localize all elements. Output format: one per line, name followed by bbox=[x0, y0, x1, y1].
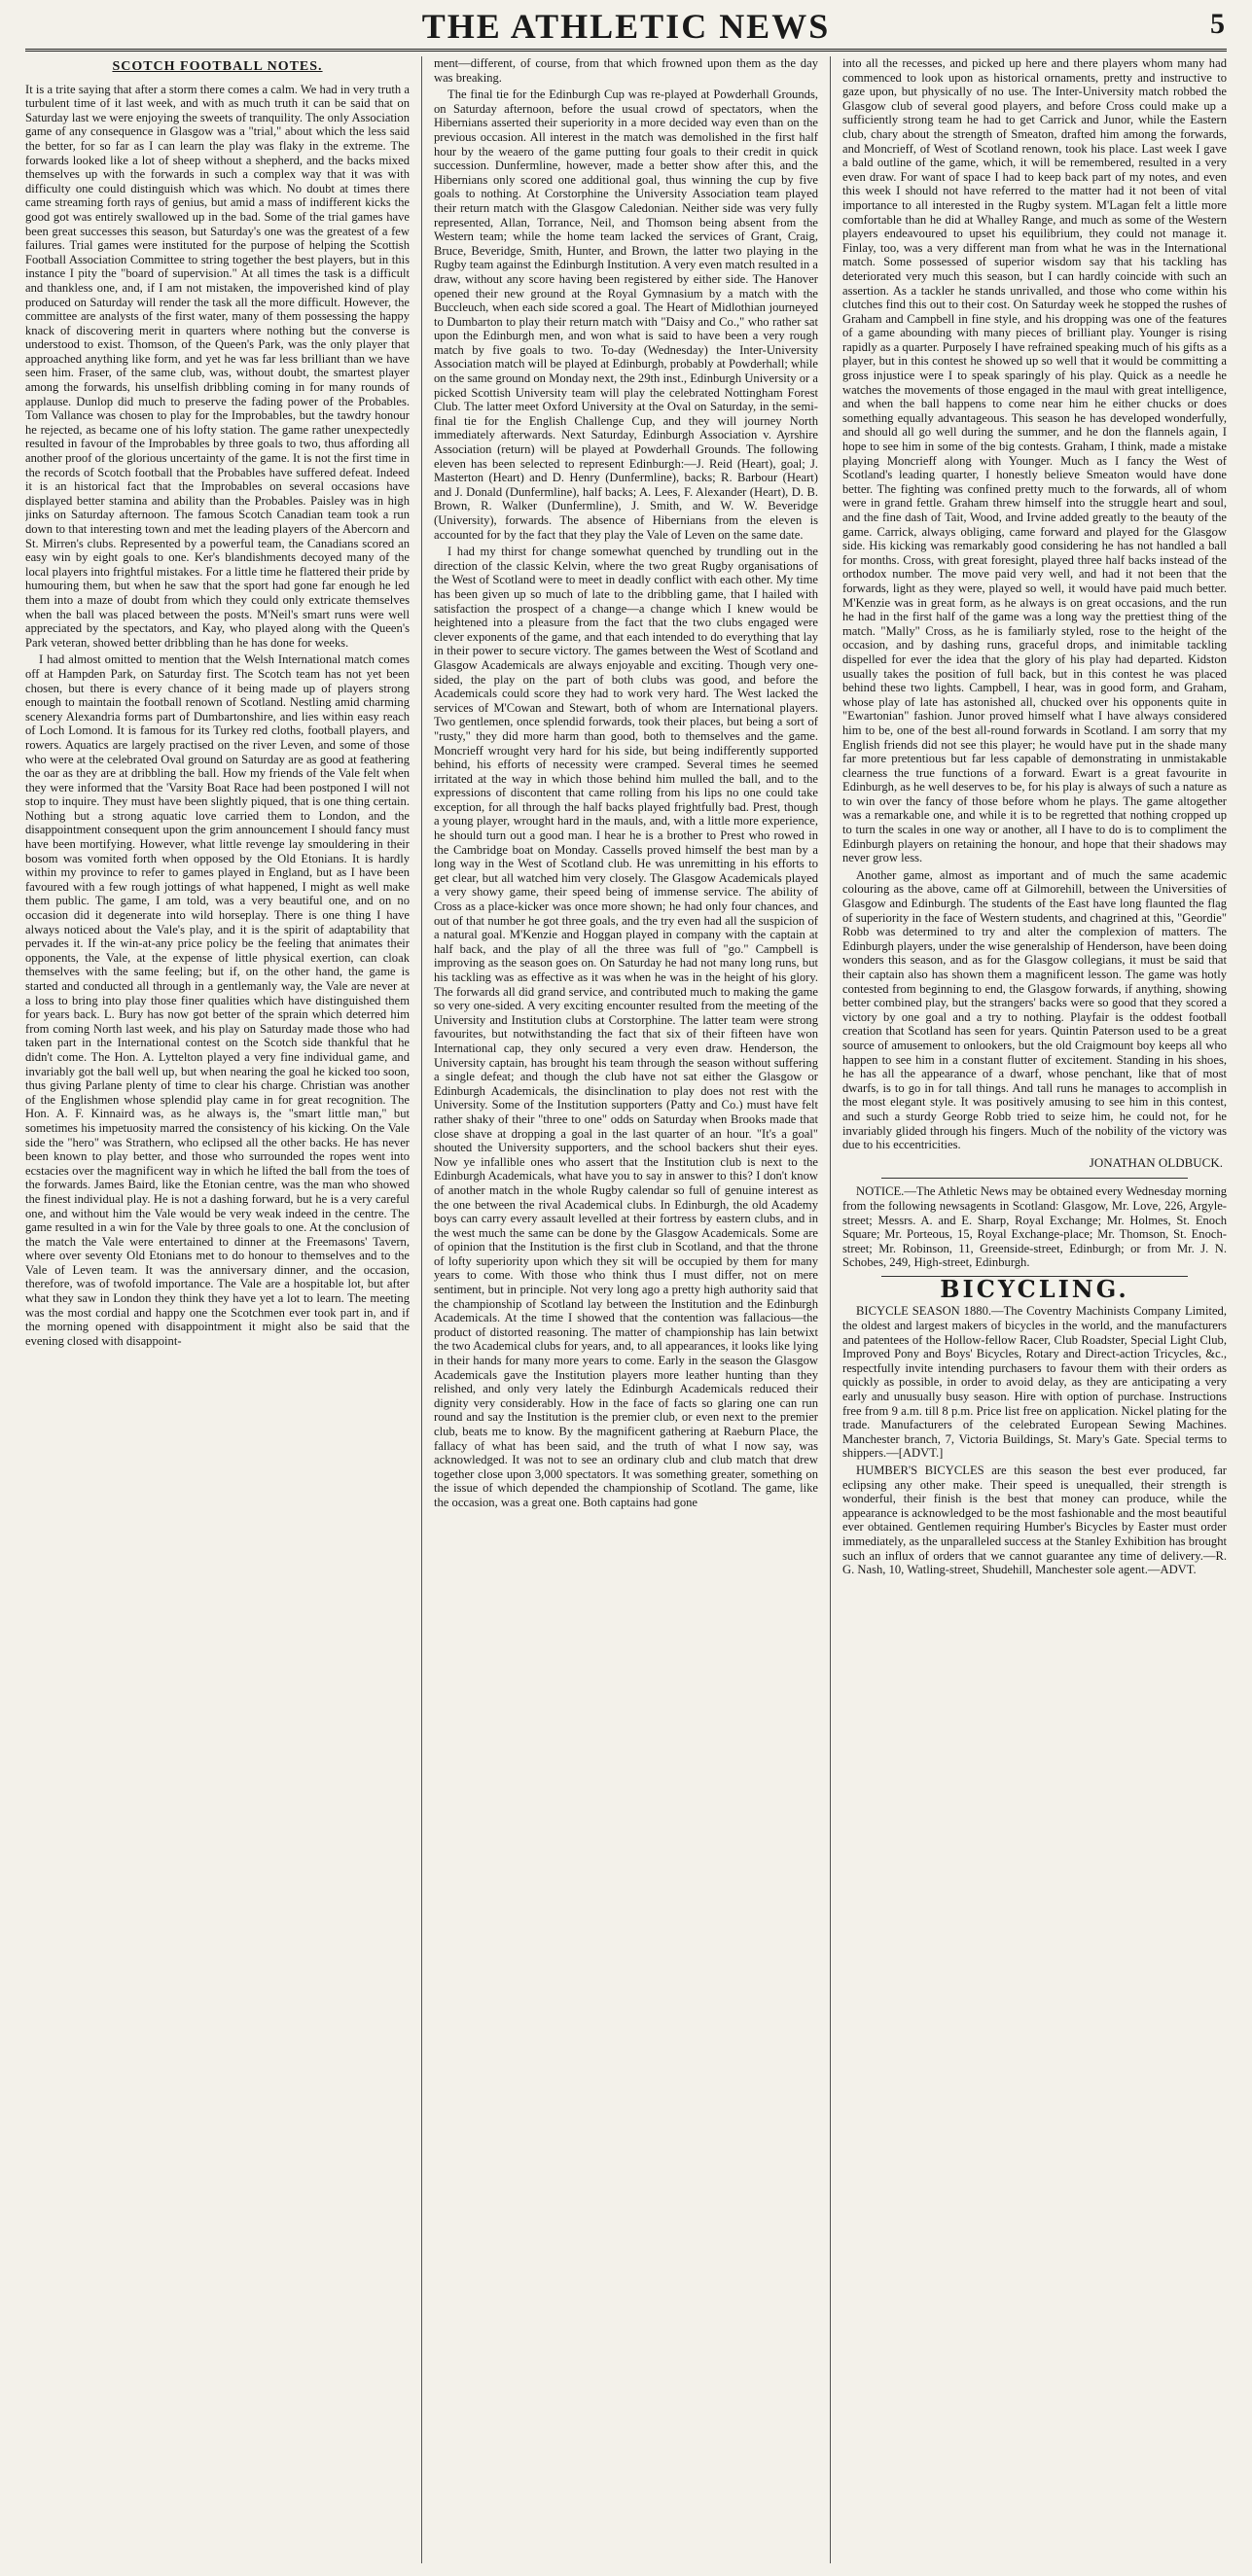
column-rule bbox=[830, 56, 831, 2563]
article-paragraph: I had my thirst for change somewhat quenched by trundling out in the direction of the classic Kelvin, where the two great Rugby organisations of the West of Scotland were to meet in deadly conflict with each other. My time has been given up so much of late to the dribbling game, that I hailed with satisfaction the prospect of a change—a change which I knew would be heightened into a pleasure from the fact that the two clubs engaged were clever exponents of the game, and that each intended to do everything that lay in their power to secure victory. The games between the West of Scotland and Glasgow Academicals are always enjoyable and exciting. Though very one-sided, the play on the part of both clubs was good, and before the Academicals could score they had to work very hard. The West lacked the services of M'Cowan and Stewart, both of whom are International players. Two gentlemen, once splendid forwards, took their places, but being a sort of "rusty," they did more harm than good, both to themselves and the game. Moncrieff wrought very hard for his side, but being indifferently supported behind, his efforts of necessity were cramped. Several times he seemed irritated at the way in which those behind him mulled the ball, and to the expressions of discontent that came rolling from his lips no one could take exception, for all through the half backs played frightfully bad. Prest, though a young player, wrought hard in the mauls, and, with a little more experience, he should turn out a good man. I hear he is a brother to Prest who rowed in the Cambridge boat on Monday. Cassells proved himself the best man by a long way in the West of Scotland club. He was unremitting in his efforts to get clear, but all watched him very closely. The Glasgow Academicals played a very showy game, their speed being of immense service. The ability of Cross as a place-kicker was once more shown; he had only four chances, and out of that number he got three goals, and the try even had all the suspicion of a natural goal. M'Kenzie and Hoggan played in company with the captain at half back, and the play of all the three was full of "go." Campbell is improving as the season goes on. On Saturday he had not many long runs, but his tackling was as effective as it was when he was in the height of his glory. The forwards all did grand service, and contributed much to making the game so very one-sided. A very exciting encounter resulted from the meeting of the University and Institution clubs at Corstorphine. The latter team were strong favourites, but notwithstanding the fact that six of their fifteen have won International cap, they only secured a very even draw. Henderson, the University captain, has brought his team through the season without suffering a single defeat; and though the club have not sat either the Glasgow or Edinburgh Academicals, the disinclination to play does not rest with the University. Some of the Institution supporters (Patty and Co.) must have felt rather shaky of their "three to one" odds on Saturday when Brooks made that close shave at dropping a goal in the last quarter of an hour. "It's a goal" shouted the University supporters, and the school backers shut their eyes. Now ye infallible ones who assert that the Institution club is next to the Edinburgh Academicals, what have you to say in answer to this? I don't know of another match in the whole Rugby calendar so full of genuine interest as the one between the rival Academical clubs. In Edinburgh, the old Academy boys can carry every assault levelled at their fortress by eastern clubs, and in the west much the same can be done by the Glasgow Academicals. Some are of opinion that the Institution is the first club in Scotland, and that the throne of lofty superiority upon which they sit will be occupied by them for many years to come. With those who think thus I must differ, not on mere sentiment, but in principle. Not very long ago a pretty high authority said that the championship of Scotland lay between the Institution and the Edinburgh Academicals. At the time I showed that the contention was fallacious—the product of distorted reasoning. The matter of championship has lain betwixt the two Academical clubs for years, and, to all appearances, it looks like lying in their hands for many more years to come. Early in the season the Glasgow Academicals gave the Institution players more leather hunting than they relished, and only very lately the Edinburgh Academicals reduced their dignity very considerably. How in the face of facts so glaring one can run round and say the Institution is the premier club, or even next to the premier club, beats me to know. By the magnificent gathering at Raeburn Place, the fallacy of what has been said, and the truth of what I now say, was acknowledged. It was not to see an ordinary club and club match that drew together close upon 3,000 spectators. It was something greater, something on the issue of which depended the championship of Scotland. The game, like the occasion, was a great one. Both captains had gone bbox=[434, 545, 818, 1509]
column-rule bbox=[421, 56, 422, 2563]
article-paragraph: into all the recesses, and picked up here and there players whom many had commenced to look upon as historical ornaments, pretty and instructive to gaze upon, but physically of no use. The Inter-University match robbed the Glasgow club of several good players, and before Cross could make up a sufficiently strong team he had to get Carrick and Junor, while the Eastern club, chary about the strength of Smeaton, drafted him among the forwards, and Moncrieff, of West of Scotland renown, took his place. Last week I gave a bald outline of the game, which, it will be remembered, resulted in a very even draw. For want of space I had to keep back part of my notes, and even this week I should not have referred to the matter had it not been of vital importance to all interested in the Rugby system. M'Lagan felt a little more comfortable than he did at Whalley Range, and much as some of the Western players endeavoured to upset his equilibrium, they could not manage it. Finlay, too, was a very different man from what he was in the International match. Some possessed of superior wisdom say that his tackling has deteriorated very much this season, but I can hardly coincide with such an assertion. As a tackler he stands unrivalled, and those who come within his clutches find this out to their cost. On Saturday week he stopped the rushes of Graham and Campbell in fine style, and his dropping was one of the features of a game abounding with many pieces of brilliant play. Younger is rising rapidly as a quarter. Purposely I have refrained speaking much of his gifts as a player, but in this contest he showed up so well that it would be committing a gross injustice were I to speak sparingly of his play. Quick as a needle he watches the movements of those engaged in the maul with great intelligence, and when the ball happens to come near him he either chucks or does something equally advantageous. This season he has developed wonderfully, and should all go well during the summer, and he don the flannels again, I hope to see him in some of the big contests. Graham, I think, made a mistake playing Moncrieff along with Younger. Much as I fancy the West of Scotland's leading quarter, I honestly believe Smeaton would have done better. The fighting was confined pretty much to the forwards, all of whom were in grand fettle. Graham threw himself into the struggle heart and soul, and the fine dash of Tait, Wood, and Irvine added greatly to the beauty of the game. Carrick, always obliging, came forward and played for the Glasgow side. His kicking was remarkably good considering he has not handled a ball for months. Cross, with great foresight, played three half backs instead of the orthodox number. The move paid very well, and had it not been that the forwards, light as they were, played so well, it would have paid much better. M'Kenzie was in great form, as he always is on great occasions, and the run he had in the first half of the game was a long way the prettiest thing of the match. "Mally" Cross, as he is familiarly styled, rose to the height of the occasion, and by dashing runs, graceful drops, and inimitable tackling dispelled for ever the idea that the glory of his play had departed. Kidston usually takes the position of full back, but in this contest he was placed behind these two lights. Campbell, I hear, was in good form, and Graham, whose play of late has astonished all, chucked over his opponents quite in "Ewartonian" fashion. Junor proved himself what I have always considered him to be, one of the best all-round forwards in Scotland. I am sorry that my English friends did not see this player; he would have put in the shade many far more pretentious but far less capable of demonstrating in unmistakable clearness the true functions of a forward. Ewart is a great favourite in Edinburgh, as he well deserves to be, for his play is always of such a nature as to win over the fancy of those before whom he plays. The game altogether was a remarkable one, and while it is to be regretted that nothing cropped up to turn the scales in one way or another, all I have to do is to compliment the Edinburgh players on retaining the honour, and hope that their shadows may never grow less. bbox=[842, 56, 1227, 865]
advertisement: HUMBER'S BICYCLES are this season the best ever produced, far eclipsing any other make. Their speed is unequalled, their strength is wonderful, their finish is the best that money can produce, while the appearance is acknowledged to be the most fashionable and the most beautiful ever obtained. Gentlemen requiring Humber's Bicycles by Easter must order immediately, as the unparalleled success at the Stanley Exhibition has brought such an influx of orders that we cannot guarantee any time of delivery.—R. G. Nash, 10, Watling-street, Shudehill, Manchester sole agent.—ADVT. bbox=[842, 1464, 1227, 1577]
advertisement: BICYCLE SEASON 1880.—The Coventry Machinists Company Limited, the oldest and largest makers of bicycles in the world, and the manufacturers and patentees of the Hollow-fellow Racer, Club Roadster, Special Light Club, Improved Pony and Boys' Bicycles, Rotary and Direct-action Tricycles, &c., respectfully invite intending purchasers to favour them with their orders as quickly as possible, in order to avoid delay, as they are anticipating a very early and unusually busy season. Hire with option of purchase. Instructions free from 9 a.m. till 8 p.m. Price list free on application. Nickel plating for the trade. Manufacturers of the celebrated European Sewing Machines. Manchester branch, 7, Victoria Buildings, St. Mary's Gate. Special terms to shippers.—[ADVT.] bbox=[842, 1304, 1227, 1461]
article-paragraph: ment—different, of course, from that which frowned upon them as the day was breaking. bbox=[434, 56, 818, 85]
article-signature: JONATHAN OLDBUCK. bbox=[1089, 1154, 1223, 1170]
masthead bbox=[25, 4, 1227, 52]
article-paragraph: I had almost omitted to mention that the Welsh International match comes off at Hampden Park, on Saturday first. The Scotch team has not yet been chosen, but there is every chance of it being made up of players strong enough to maintain the football renown of Scotland. Nestling amid charming scenery Alexandria forms part of Dumbartonshire, and lies within easy reach of Loch Lomond. It is famous for its Turkey red cloths, football players, and rowers. Aquatics are largely practised on the river Leven, and some of those who were at the celebrated Oval ground on Saturday are as good at feathering the oar as they are at dribbling the ball. How my friends of the Vale felt when they were informed that the 'Varsity Boat Race had been postponed I will not stop to inquire. They must have been slightly piqued, that is one thing certain. Nothing but a strong aquatic love carried them to London, and the disappointment consequent upon the grim announcement I should fancy must have been mortifying. However, what little revenge lay smouldering in their bosom was vomited forth when opposed by the Old Etonians. It is hardly within my province to refer to games played in England, but as I have been favoured with a few rough jottings of what happened, I might as well make them public. The game, I am told, was a very beautiful one, and on no occasion did it degenerate into wild horseplay. There is one thing I have always noticed about the Vale's play, and it is the spirit of adaptability that pervades it. If the win-at-any price policy be the feeling that animates their opponents, the Vale, at the expense of little physical exertion, can cloak themselves with the same feeling; but if, on the other hand, the game is started and conducted all through in a gentlemanly way, the Vale are never at a loss to bring into play those finer qualities which have distinguished them for years back. L. Bury has now got better of the sprain which deterred him from coming North last week, and his play on Saturday made those who had taken part in the International contest on the Scotch side thankful that he didn't come. The Hon. A. Lyttelton played a very fine individual game, and invariably got the ball well up, but when nearing the goal he kicked too soon, thus giving Parlane plenty of time to clear his charge. Christian was another of the Englishmen whose splendid play came in for great recognition. The Hon. A. F. Kinnaird was, as he always is, the "smart little man," but sometimes his impetuosity marred the consistency of his kicking. On the Vale side the "hero" was Strathern, who eclipsed all the other backs. He has never been known to play better, and those who surrounded the ropes went into ecstacies over the magnificent way in which he lifted the ball from the toes of the forwards. James Baird, like the Etonian centre, was the man who showed the finest individual play. He is not a dashing forward, but he is a very careful one, and without him the Vale would be very weak indeed in the centre. The game resulted in a win for the Vale by three goals to one. At the conclusion of the match the Vale were entertained to dinner at the Freemasons' Tavern, where over seventy Old Etonians met to do honour to themselves and to the Vale of Leven team. It was the anniversary dinner, and the occasion, therefore, was of twofold importance. The Vale are a hospitable lot, but after what they saw in London they think they have yet a lot to learn. The meeting was the most cordial and happy one the Scotchmen ever took part in, and if the morning opened with disappointment it might also be said that the evening closed with disappoint- bbox=[25, 653, 410, 1348]
article-heading: SCOTCH FOOTBALL NOTES. bbox=[112, 59, 323, 74]
article-paragraph: The final tie for the Edinburgh Cup was re-played at Powderhall Grounds, on Saturday afternoon, before the usual crowd of spectators, when the Hibernians asserted their superiority in a more decided way even than on the previous occasion. All interest in the match was demolished in the first half hour by the weaero of the game putting four goals to their credit in quick succession. Dunfermline, however, made a better show after this, and the Hibernians only scored one additional goal, thus winning the cup by five goals to nothing. At Corstorphine the University Association team played their return match with the Glasgow Caledonian. Neither side was very fully represented, Allan, Torrance, Neil, and Thomson being absent from the Western team; while the home team lacked the services of Grant, Craig, Bruce, Beveridge, Smith, Hunter, and Brown, the latter two playing in the Rugby team against the Edinburgh Institution. A very even match resulted in a draw, without any score having been registered by either side. The Hanover opened their new ground at the Royal Gymnasium by a match with the Buccleuch, when each side scored a goal. The Heart of Midlothian journeyed to Dumbarton to play their return match with "Daisy and Co.," who rather sat upon the Edinburgh men, and won what is said to have been a very rough match by five goals to two. To-day (Wednesday) the Inter-University Association match will be played at Edinburgh, probably at Powderhall; while on the same ground on Monday next, the 29th inst., Edinburgh University or a picked Scottish University team will play the celebrated Nottingham Forest Club. The latter meet Oxford University at the Oval on Saturday, in the semi-final tie for the English Challenge Cup, and they will journey North immediately afterwards. Next Saturday, Edinburgh Association v. Ayrshire Association (return) will be played at Powderhall Grounds. The following eleven has been selected to represent Edinburgh:—J. Reid (Heart), goal; J. Masterton (Heart) and D. Henry (Dunfermline), backs; R. Barbour (Heart) and J. Donald (Dunfermline), half backs; A. Lees, F. Alexander (Heart), D. B. Brown, R. Walker (Dunfermline), J. Smith, and W. W. Beveridge (University), forwards. The absence of Hibernians from the eleven is accounted for by the fact that they play the Vale of Leven on the same date. bbox=[434, 88, 818, 542]
column-1 bbox=[25, 56, 410, 2563]
notice-text: NOTICE.—The Athletic News may be obtained every Wednesday morning from the following newsagents in Scotland: Glasgow, Mr. Love, 226, Argyle-street; Messrs. A. and E. Sharp, Royal Exchange; Mr. Holmes, St. Enoch Square; Mr. Porteous, 15, Royal Exchange-place; Mr. Thomson, St. Enoch-street; Mr. Robinson, 11, Greenside-street, Edinburgh; or from Mr. J. N. Schobes, 249, High-street, Edinburgh. bbox=[842, 1184, 1227, 1270]
newspaper-title: THE ATHLETIC NEWS bbox=[421, 7, 831, 46]
article-paragraph: Another game, almost as important and of much the same academic colouring as the above, came off at Gilmorehill, between the Universities of Glasgow and Edinburgh. The students of the East have long flaunted the flag of superiority in the face of Western students, and chagrined at this, "Geordie" Robb was determined to try and alter the complexion of matters. The Edinburgh players, under the wise generalship of Henderson, have been doing wonders this season, and as for the Glasgow collegians, it must be said that their captain also has shown them a magnificent lesson. The game was hotly contested from beginning to end, the Glasgow forwards, if anything, showing better combined play, but the strangers' backs were so good that they scored a victory by one goal and a try to nothing. Playfair is the oddest football creation that Scotland has seen for years. Quintin Paterson used to be a great source of amusement to onlookers, but the old Craigmount boy keeps all who happen to see him in a constant flutter of excitement. Standing in his shoes, he has all the appearance of a dwarf, whose penchant, like that of most dwarfs, is to go in for tall things. And tall runs he manages to accomplish in the most elegant style. It was positively amusing to see him in this contest, and such a sturdy George Robb tried to seize him, he could not, for he invariably glided through his fingers. Much of the nobility of the victory was due to his eccentricities. bbox=[842, 867, 1227, 1152]
column-2 bbox=[434, 56, 818, 2563]
divider bbox=[881, 1178, 1188, 1179]
page-number: 5 bbox=[1210, 8, 1225, 40]
article-paragraph: It is a trite saying that after a storm there comes a calm. We had in very truth a turbulent time of it last week, and with as much truth it can be said that on Saturday last we were enjoying the sweets of tranquility. The only Association game of any consequence in Glasgow was a "trial," about which the less said the better, for so far as I can learn the play was flaky in the extreme. The forwards looked like a lot of sheep without a shepherd, and the backs mixed themselves up with the forwards in such a complex way that it was with difficulty one could distinguish which was which. No doubt at times there came streaming forth rays of genius, but amid a mass of indifferent kicks the good got was entirely swallowed up in the bad. Some of the trial games have been great successes this season, but Saturday's one was the greatest of a few failures. Trial games were instituted for the purpose of helping the Scottish Football Association Committee to string together the best players, but in this instance I pity the "board of supervision." At all times the task is a difficult and thankless one, and, if I am not mistaken, the impoverished kind of play produced on Saturday will render the task all the more difficult. However, the committee are analysts of the first water, many of them possessing the happy knack of discovering merit in quarters where nothing but the converse is understood to exist. Thomson, of the Queen's Park, was the only player that approached anything like form, and yet he was far less brilliant than we have seen him. Fraser, of the same club, was, without doubt, the smartest player among the forwards, his unselfish dribbling coming in for many rounds of applause. Dunlop did much to preserve the fading power of the Probables. Tom Vallance was chosen to play for the Improbables, but the tawdry honour he rejected, as became one of his lofty station. The game rather unexpectedly resulted in favour of the Improbables by three goals to two, thus affording all another proof of the glorious uncertainty of the game. It is not the first time in the records of Scotch football that the Probables have suffered defeat. Indeed it is an historical fact that the Improbables on several occasions have displayed better stamina and ability than the Probables. Paisley was in high jinks on Saturday afternoon. The famous Scotch Canadian team took a run down to that interesting town and met the leading players of the Abercorn and St. Mirren's clubs. Represented by a powerful team, the Canadians scored an easy win by eight goals to one. Ker's blandishments decoyed many of the local players into frightful mistakes. For a little time he flattered their pride by humouring them, but when he saw that the sport had gone far enough he led them into a maze of doubt from which they could only extricate themselves when the ball was placed between the posts. M'Neil's smart runs were well appreciated by the spectators, and Kay, who played along with the Queen's Park veteran, showed better dribbling than he has done for weeks. bbox=[25, 82, 410, 650]
column-3 bbox=[842, 56, 1227, 2563]
section-heading: BICYCLING. bbox=[940, 1274, 1129, 1303]
